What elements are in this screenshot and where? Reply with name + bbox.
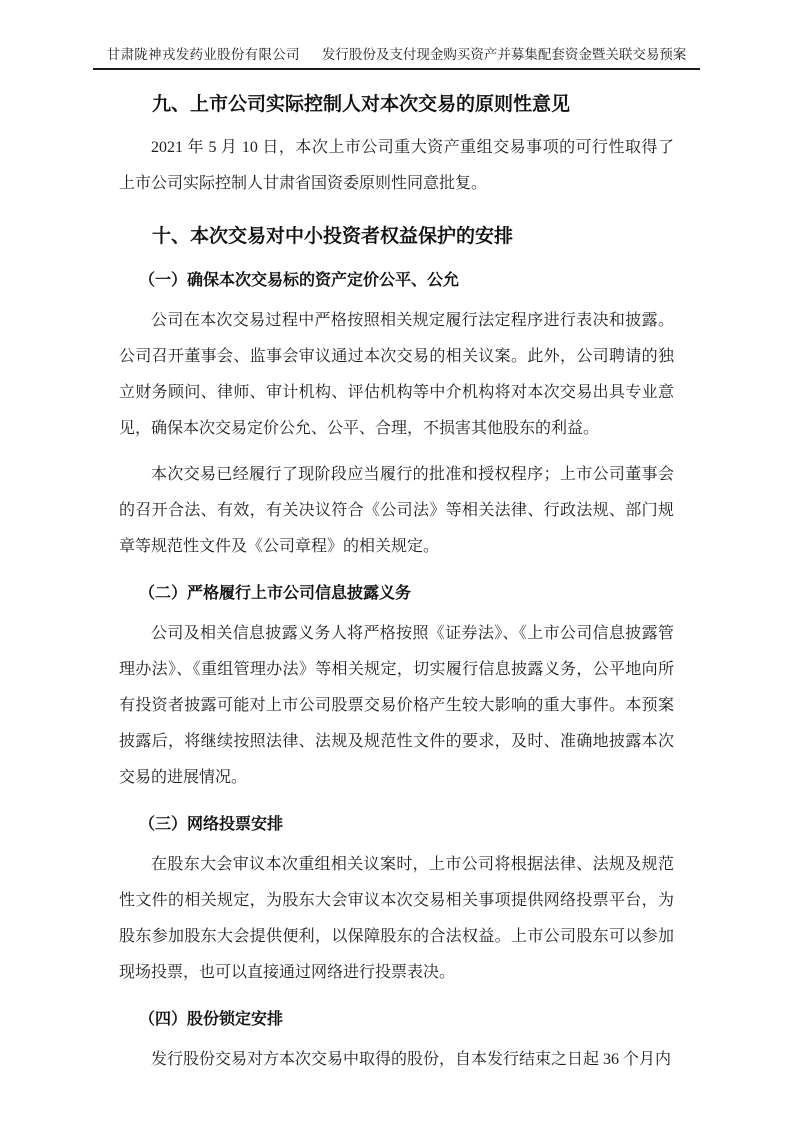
subsection-heading-3: （三）网络投票安排 xyxy=(139,816,284,833)
subsection3-paragraph-1: 在股东大会审议本次重组相关议案时，上市公司将根据法律、法规及规范性文件的相关规定，为股东大会审议本次交易相关事项提供网络投票平台，为股东参加股东大会提供便利，以保障股东的合法权益。上市公司股东可以参加现场投票，也可以直接通过网络进行投票表决。 xyxy=(119,856,674,981)
subsection1-paragraph-1: 公司在本次交易过程中严格按照相关规定履行法定程序进行表决和披露。公司召开董事会、监事会审议通过本次交易的相关议案。此外，公司聘请的独立财务顾问、律师、审计机构、评估机构等中介机构将对本次交易出具专业意见，确保本次交易定价公允、公平、合理，不损害其他股东的利益。 xyxy=(119,312,674,437)
header-company-name: 甘肃陇神戎发药业股份有限公司 xyxy=(106,47,300,62)
subsection-heading-2: （二）严格履行上市公司信息披露义务 xyxy=(139,585,412,602)
header-document-title: 发行股份及支付现金购买资产并募集配套资金暨关联交易预案 xyxy=(321,47,687,62)
subsection-heading-4: （四）股份锁定安排 xyxy=(139,1011,284,1028)
subsection-heading-1: （一）确保本次交易标的资产定价公平、公允 xyxy=(139,272,460,289)
section9-paragraph-1: 2021 年 5 月 10 日，本次上市公司重大资产重组交易事项的可行性取得了上市公司实际控制人甘肃省国资委原则性同意批复。 xyxy=(119,139,674,192)
subsection2-paragraph-1: 公司及相关信息披露义务人将严格按照《证券法》、《上市公司信息披露管理办法》、《重组管理办法》等相关规定，切实履行信息披露义务，公平地向所有投资者披露可能对上市公司股票交易价格产生较大影响的重大事件。本预案披露后，将继续按照法律、法规及规范性文件的要求，及时、准确地披露本次交易的进展情况。 xyxy=(119,625,674,786)
subsection4-paragraph-1: 发行股份交易对方本次交易中取得的股份，自本发行结束之日起 36 个月内 xyxy=(151,1051,672,1068)
document-body xyxy=(119,90,674,1078)
section-heading-10: 十、本次交易对中小投资者权益保护的安排 xyxy=(152,226,514,247)
page-header xyxy=(93,0,700,70)
section-heading-9: 九、上市公司实际控制人对本次交易的原则性意见 xyxy=(152,94,571,115)
subsection1-paragraph-2: 本次交易已经履行了现阶段应当履行的批准和授权程序；上市公司董事会的召开合法、有效，有关决议符合《公司法》等相关法律、行政法规、部门规章等规范性文件及《公司章程》的相关规定。 xyxy=(119,466,674,555)
